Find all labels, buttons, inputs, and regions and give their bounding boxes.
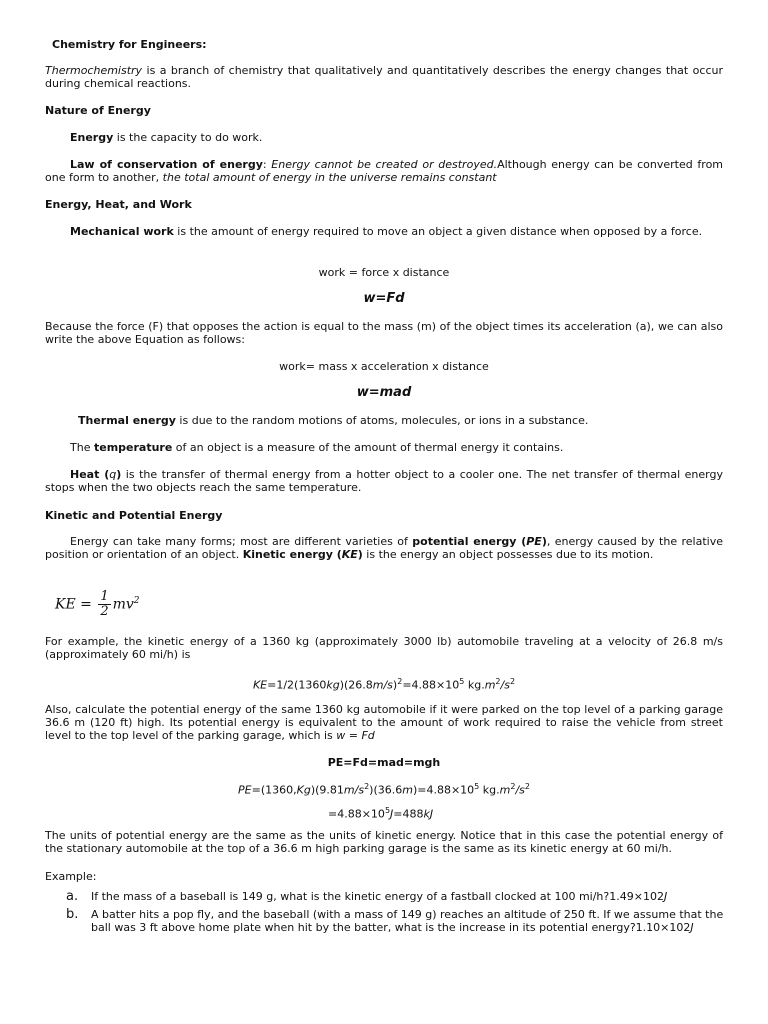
potential-energy-equation: PE=Fd=mad=mgh: [327, 756, 441, 769]
kinetic-energy-formula: KE = $\frac{1}{2}$ $mv^2$: [55, 589, 140, 619]
heading-nature-of-energy: Nature of Energy: [45, 104, 151, 117]
kinetic-potential-paragraph: Energy can take many forms; most are different varieties of potential energy (PE), energy caused by the relative position or orientation of an object. Kinetic energy (KE) is the energy an object possesses due to its motion.: [45, 535, 724, 561]
energy-definition: Energy is the capacity to do work.: [70, 131, 263, 144]
example-label: Example:: [45, 870, 97, 883]
equation-work-force-distance: work = force x distance: [318, 266, 450, 279]
equation-work-mass-acceleration: work= mass x acceleration x distance: [279, 360, 489, 373]
list-marker: b.: [66, 907, 79, 922]
kinetic-energy-calculation: $KE=1/2(1360kg)(26.8m/s)^2=4.88\times 10^5$ $kg.m^2/s^2$: [252, 677, 516, 692]
list-item: [66, 908, 726, 948]
equation-w-mad: w=mad: [356, 385, 412, 400]
because-paragraph: Because the force (F) that opposes the action is equal to the mass (m) of the object times its acceleration (a), we can also write the above Equation as follows:: [45, 320, 723, 346]
potential-energy-paragraph: Also, calculate the potential energy of the same 1360 kg automobile if it were parked on the top level of a parking garage 36.6 m (120 ft) high. Its potential energy is equivalent to the amount of work required to raise the vehicle from street level to the top level of the parking garage, which is w = Fd: [45, 703, 723, 742]
equation-w-fd: w=Fd: [363, 291, 405, 306]
list-item-text: A batter hits a pop fly, and the baseball (with a mass of 149 g) reaches an altitude of 250 ft. If we assume that the ball was 3 ft above home plate when hit by the batter, what is the increase in its potential energy?1.10×102J: [91, 908, 724, 934]
potential-energy-result: $=4.88\times 10^5J=488kJ$: [328, 806, 434, 821]
units-paragraph: The units of potential energy are the same as the units of kinetic energy. Notice that in this case the potential energy of the stationary automobile at the top of a 36.6 m high parking garage is the same as its kinetic energy at 60 mi/h.: [45, 829, 723, 855]
heading-kinetic-potential: Kinetic and Potential Energy: [45, 509, 223, 522]
document-title: Chemistry for Engineers:: [52, 38, 207, 51]
kinetic-example-paragraph: For example, the kinetic energy of a 1360 kg (approximately 3000 lb) automobile traveling at a velocity of 26.8 m/s (approximately 60 mi/h) is: [45, 635, 723, 661]
potential-energy-calculation: $PE=(1360,Kg)(9.81m/s^2)(36.6m)=4.88\times 10^5$ $kg.m^2/s^2$: [238, 782, 530, 797]
thermal-energy-paragraph: Thermal energy is due to the random motions of atoms, molecules, or ions in a substance.: [78, 414, 589, 427]
list-marker: a.: [66, 889, 79, 904]
one-half-fraction: $\frac{1}{2}$: [100, 589, 109, 619]
temperature-paragraph: The temperature of an object is a measure of the amount of thermal energy it contains.: [70, 441, 564, 454]
intro-paragraph: Thermochemistry is a branch of chemistry that qualitatively and quantitatively describes the energy changes that occur during chemical reactions.: [45, 64, 723, 90]
heading-energy-heat-work: Energy, Heat, and Work: [45, 198, 192, 211]
list-item-text: If the mass of a baseball is 149 g, what is the kinetic energy of a fastball clocked at 100 mi/h?1.49×102J: [91, 890, 668, 903]
law-of-conservation-paragraph: Law of conservation of energy: Energy cannot be created or destroyed.Although energy can be converted from one form to another, the total amount of energy in the universe remains constant: [45, 158, 724, 184]
list-item: [66, 890, 726, 904]
heat-paragraph: Heat (q) is the transfer of thermal energy from a hotter object to a cooler one. The net transfer of thermal energy stops when the two objects reach the same temperature.: [45, 468, 723, 494]
mechanical-work-paragraph: Mechanical work is the amount of energy required to move an object a given distance when opposed by a force.: [70, 225, 703, 238]
